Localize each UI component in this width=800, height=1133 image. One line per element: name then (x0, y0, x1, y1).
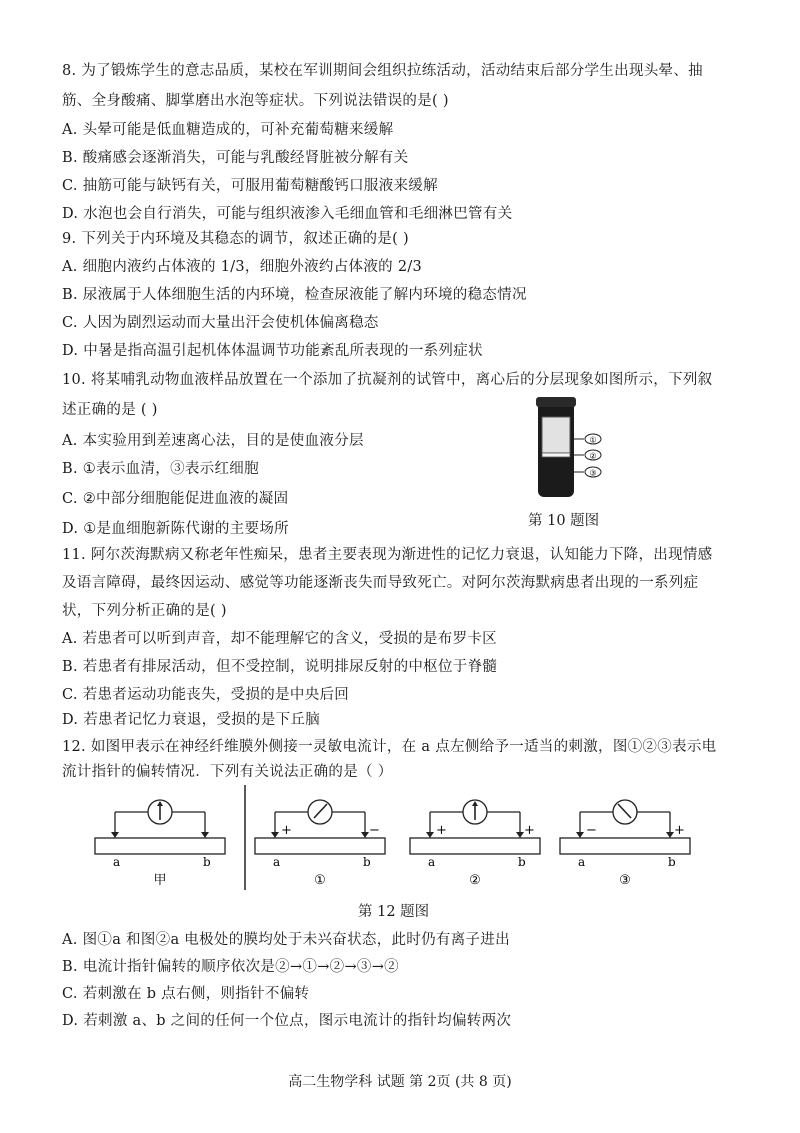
q12-galvanometer-figure (80, 780, 720, 895)
nerve-fiber (255, 838, 385, 854)
left-sign: + (281, 823, 292, 838)
panel-label: ③ (619, 873, 631, 888)
page-footer: 高二生物学科 试题 第 2页 (共 8 页) (288, 1074, 512, 1090)
right-sign: − (369, 823, 380, 838)
point-a-label: a (578, 855, 586, 869)
q12-stem-line-2: 流计指针的偏转情况．下列有关说法正确的是（ ） (62, 764, 393, 780)
panel-3 (560, 800, 690, 888)
q8-option-a: A. 头晕可能是低血糖造成的，可补充葡萄糖来缓解 (62, 122, 394, 138)
tube-label-2: ② (589, 451, 597, 461)
q11-option-d: D. 若患者记忆力衰退，受损的是下丘脑 (62, 712, 321, 728)
panel-label: ① (314, 873, 326, 888)
right-sign: + (674, 823, 685, 838)
q10-stem-line-1: 10. 将某哺乳动物血液样品放置在一个添加了抗凝剂的试管中，离心后的分层现象如图所示，下列叙 (62, 372, 713, 388)
q9-option-b: B. 尿液属于人体细胞生活的内环境，检查尿液能了解内环境的稳态情况 (62, 287, 527, 303)
q9-stem-line-1: 9. 下列关于内环境及其稳态的调节，叙述正确的是( ) (62, 231, 409, 247)
point-b-label: b (203, 855, 211, 869)
nerve-fiber (95, 838, 225, 854)
q12-option-b: B. 电流计指针偏转的顺序依次是②→①→②→③→② (62, 959, 399, 975)
tube-top-cap (536, 397, 576, 407)
q12-figure-caption: 第 12 题图 (358, 904, 430, 920)
q10-option-a: A. 本实验用到差速离心法，目的是使血液分层 (62, 433, 364, 449)
point-b-label: b (363, 855, 371, 869)
point-a-label: a (428, 855, 436, 869)
q9-option-d: D. 中暑是指高温引起机体体温调节功能紊乱所表现的一系列症状 (62, 343, 483, 359)
panel-1 (255, 800, 385, 888)
q11-stem-line-3: 状，下列分析正确的是( ) (62, 603, 227, 619)
q11-option-b: B. 若患者有排尿活动，但不受控制，说明排尿反射的中枢位于脊髓 (62, 659, 498, 675)
q8-stem-line-2: 筋、全身酸痛、脚掌磨出水泡等症状。下列说法错误的是( ) (62, 93, 449, 109)
q10-option-d: D. ①是血细胞新陈代谢的主要场所 (62, 521, 289, 537)
q12-option-c: C. 若刺激在 b 点右侧，则指针不偏转 (62, 986, 310, 1002)
q11-stem-line-1: 11. 阿尔茨海默病又称老年性痴呆，患者主要表现为渐进性的记忆力衰退，认知能力下降，出现情感 (62, 547, 713, 563)
panel-label: ② (469, 873, 481, 888)
q11-option-a: A. 若患者可以听到声音，却不能理解它的含义，受损的是布罗卡区 (62, 631, 497, 647)
q10-figure-caption: 第 10 题图 (528, 513, 600, 529)
panel-label: 甲 (153, 873, 167, 888)
layer-2-buffy (542, 453, 570, 457)
q11-stem-line-2: 及语言障碍，最终因运动、感觉等功能逐渐丧失而导致死亡。对阿尔茨海默病患者出现的一系列症 (62, 575, 699, 591)
left-sign: + (436, 823, 447, 838)
q8-option-c: C. 抽筋可能与缺钙有关，可服用葡萄糖酸钙口服液来缓解 (62, 178, 438, 194)
point-a-label: a (113, 855, 121, 869)
tube-label-3: ③ (589, 468, 597, 478)
q10-option-b: B. ①表示血清，③表示红细胞 (62, 461, 259, 477)
q9-option-c: C. 人因为剧烈运动而大量出汗会使机体偏离稳态 (62, 315, 379, 331)
q9-option-a: A. 细胞内液约占体液的 1/3，细胞外液约占体液的 2/3 (62, 259, 423, 275)
q12-option-d: D. 若刺激 a、b 之间的任何一个位点，图示电流计的指针均偏转两次 (62, 1013, 512, 1029)
tube-label-1: ① (589, 435, 597, 445)
q8-option-d: D. 水泡也会自行消失，可能与组织液渗入毛细血管和毛细淋巴管有关 (62, 206, 513, 222)
left-sign: − (586, 823, 597, 838)
panel-jia (95, 800, 225, 888)
q8-stem-line-1: 8. 为了锻炼学生的意志品质，某校在军训期间会组织拉练活动，活动结束后部分学生出现头晕、抽 (62, 63, 703, 79)
q8-option-b: B. 酸痛感会逐渐消失，可能与乳酸经肾脏被分解有关 (62, 150, 409, 166)
q12-stem-line-1: 12. 如图甲表示在神经纤维膜外侧接一灵敏电流计，在 a 点左侧给予一适当的刺激，图①②③表示电 (62, 739, 717, 755)
q10-option-c: C. ②中部分细胞能促进血液的凝固 (62, 491, 289, 507)
layer-1-plasma (542, 417, 570, 453)
q10-test-tube-figure (520, 395, 620, 500)
q12-option-a: A. 图①a 和图②a 电极处的膜均处于未兴奋状态，此时仍有离子进出 (62, 932, 510, 948)
point-b-label: b (518, 855, 526, 869)
panel-2 (410, 800, 540, 888)
q10-stem-line-2: 述正确的是 ( ) (62, 402, 158, 418)
nerve-fiber (410, 838, 540, 854)
point-b-label: b (668, 855, 676, 869)
point-a-label: a (273, 855, 281, 869)
nerve-fiber (560, 838, 690, 854)
q11-option-c: C. 若患者运动功能丧失，受损的是中央后回 (62, 687, 350, 703)
right-sign: + (524, 823, 535, 838)
